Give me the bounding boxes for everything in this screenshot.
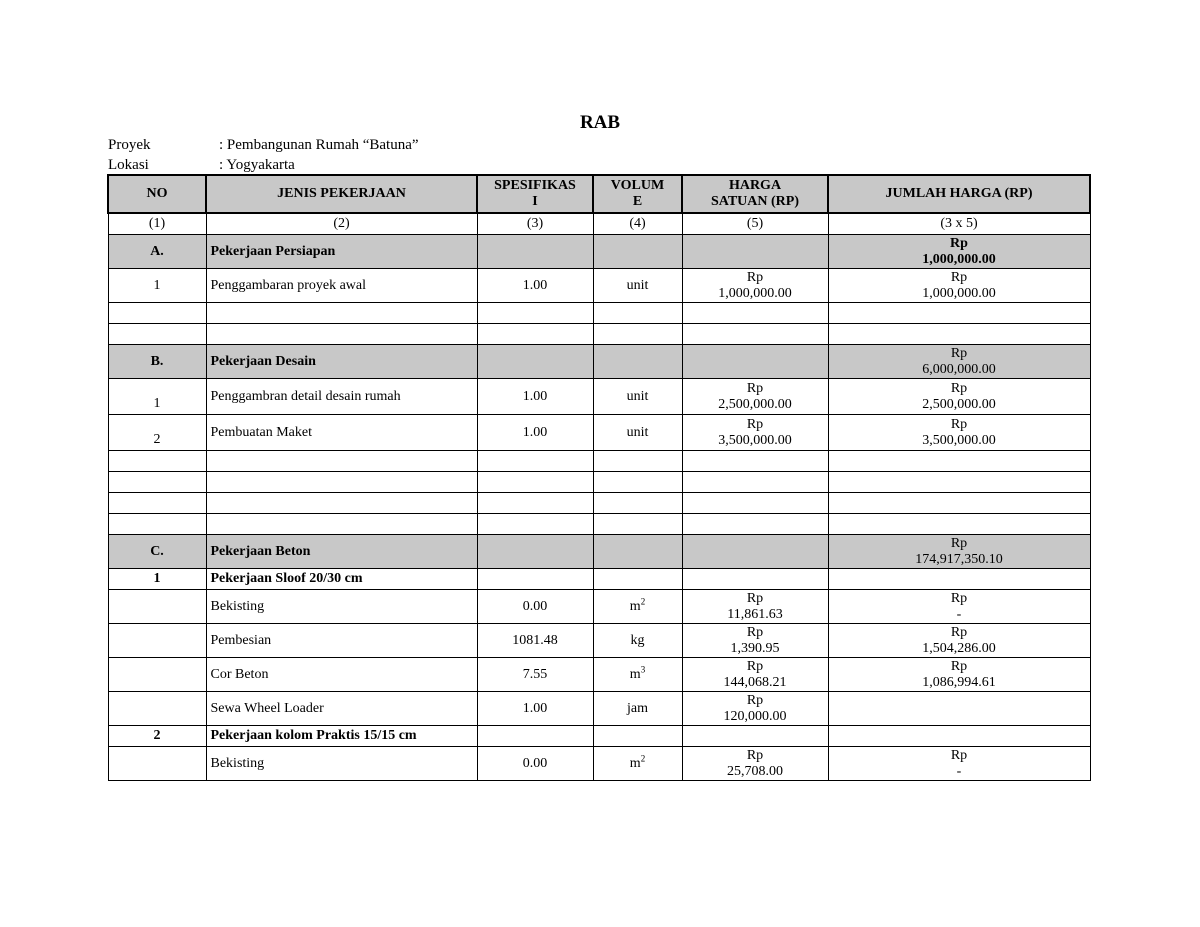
empty-row bbox=[108, 324, 1090, 345]
item-harga-satuan: Rp 120,000.00 bbox=[682, 692, 828, 726]
project-line bbox=[108, 136, 419, 155]
item-harga-satuan: Rp 25,708.00 bbox=[682, 747, 828, 781]
header-harga-satuan: HARGA SATUAN (RP) bbox=[682, 175, 828, 213]
item-no: 1 bbox=[108, 269, 206, 303]
document-title: RAB bbox=[579, 112, 621, 133]
table-row bbox=[108, 415, 1090, 451]
location-label: Lokasi bbox=[108, 157, 149, 173]
item-jenis: Pembuatan Maket bbox=[206, 415, 477, 451]
empty-row bbox=[108, 451, 1090, 472]
item-jumlah-harga bbox=[828, 692, 1090, 726]
header-volume: VOLUM E bbox=[593, 175, 682, 213]
item-jenis: Pembesian bbox=[206, 624, 477, 658]
header-jumlah-harga: JUMLAH HARGA (RP) bbox=[828, 175, 1090, 213]
item-volume: jam bbox=[593, 692, 682, 726]
column-number: (1) bbox=[108, 213, 206, 235]
item-spesifikasi: 1.00 bbox=[477, 379, 593, 415]
item-spesifikasi: 1.00 bbox=[477, 269, 593, 303]
header-row bbox=[108, 175, 1090, 213]
section-no: C. bbox=[108, 535, 206, 569]
item-jumlah-harga: Rp 1,086,994.61 bbox=[828, 658, 1090, 692]
item-no: 2 bbox=[108, 415, 206, 451]
section-no: B. bbox=[108, 345, 206, 379]
section-title: Pekerjaan Desain bbox=[206, 345, 477, 379]
item-harga-satuan: Rp 1,390.95 bbox=[682, 624, 828, 658]
column-number: (4) bbox=[593, 213, 682, 235]
column-number: (5) bbox=[682, 213, 828, 235]
item-harga-satuan: Rp 2,500,000.00 bbox=[682, 379, 828, 415]
section-title: Pekerjaan Persiapan bbox=[206, 235, 477, 269]
table-row bbox=[108, 692, 1090, 726]
subsection-no: 2 bbox=[108, 726, 206, 747]
item-spesifikasi: 1.00 bbox=[477, 692, 593, 726]
section-no: A. bbox=[108, 235, 206, 269]
rab-table bbox=[107, 174, 1091, 781]
item-volume: kg bbox=[593, 624, 682, 658]
column-number: (3) bbox=[477, 213, 593, 235]
table-row bbox=[108, 658, 1090, 692]
location-value: : Yogyakarta bbox=[219, 157, 295, 173]
item-jenis: Sewa Wheel Loader bbox=[206, 692, 477, 726]
item-jenis: Cor Beton bbox=[206, 658, 477, 692]
subsection-title: Pekerjaan kolom Praktis 15/15 cm bbox=[206, 726, 477, 747]
empty-row bbox=[108, 303, 1090, 324]
item-spesifikasi: 1081.48 bbox=[477, 624, 593, 658]
item-jumlah-harga: Rp 2,500,000.00 bbox=[828, 379, 1090, 415]
section-row bbox=[108, 345, 1090, 379]
table-row bbox=[108, 379, 1090, 415]
subsection-title: Pekerjaan Sloof 20/30 cm bbox=[206, 569, 477, 590]
empty-row bbox=[108, 493, 1090, 514]
table-row bbox=[108, 590, 1090, 624]
item-volume: unit bbox=[593, 379, 682, 415]
item-volume: $m^2$ bbox=[593, 590, 682, 624]
item-harga-satuan: Rp 144,068.21 bbox=[682, 658, 828, 692]
table-row bbox=[108, 624, 1090, 658]
section-total: Rp 174,917,350.10 bbox=[828, 535, 1090, 569]
item-volume: unit bbox=[593, 269, 682, 303]
column-number: (2) bbox=[206, 213, 477, 235]
section-total: Rp 6,000,000.00 bbox=[828, 345, 1090, 379]
subsection-row bbox=[108, 726, 1090, 747]
column-number-row bbox=[108, 213, 1090, 235]
item-jenis: Penggambaran proyek awal bbox=[206, 269, 477, 303]
subsection-no: 1 bbox=[108, 569, 206, 590]
item-spesifikasi: 7.55 bbox=[477, 658, 593, 692]
item-harga-satuan: Rp 11,861.63 bbox=[682, 590, 828, 624]
section-row bbox=[108, 235, 1090, 269]
item-jenis: Penggambran detail desain rumah bbox=[206, 379, 477, 415]
empty-row bbox=[108, 514, 1090, 535]
item-jenis: Bekisting bbox=[206, 747, 477, 781]
project-label: Proyek bbox=[108, 137, 151, 153]
column-number: (3 x 5) bbox=[828, 213, 1090, 235]
item-harga-satuan: Rp 1,000,000.00 bbox=[682, 269, 828, 303]
table-row bbox=[108, 747, 1090, 781]
item-spesifikasi: 0.00 bbox=[477, 747, 593, 781]
table-row bbox=[108, 269, 1090, 303]
header-spesifikasi: SPESIFIKAS I bbox=[477, 175, 593, 213]
subsection-row bbox=[108, 569, 1090, 590]
item-harga-satuan: Rp 3,500,000.00 bbox=[682, 415, 828, 451]
section-row bbox=[108, 535, 1090, 569]
header-no: NO bbox=[108, 175, 206, 213]
section-total: Rp 1,000,000.00 bbox=[828, 235, 1090, 269]
item-volume: $m^2$ bbox=[593, 747, 682, 781]
header-jenis-pekerjaan: JENIS PEKERJAAN bbox=[206, 175, 477, 213]
empty-row bbox=[108, 472, 1090, 493]
item-spesifikasi: 1.00 bbox=[477, 415, 593, 451]
location-line bbox=[108, 156, 295, 175]
item-jenis: Bekisting bbox=[206, 590, 477, 624]
item-jumlah-harga: Rp 3,500,000.00 bbox=[828, 415, 1090, 451]
item-spesifikasi: 0.00 bbox=[477, 590, 593, 624]
item-volume: unit bbox=[593, 415, 682, 451]
item-jumlah-harga: Rp 1,000,000.00 bbox=[828, 269, 1090, 303]
item-volume: $m^3$ bbox=[593, 658, 682, 692]
item-jumlah-harga: Rp - bbox=[828, 590, 1090, 624]
item-jumlah-harga: Rp - bbox=[828, 747, 1090, 781]
section-title: Pekerjaan Beton bbox=[206, 535, 477, 569]
item-no: 1 bbox=[108, 379, 206, 415]
item-jumlah-harga: Rp 1,504,286.00 bbox=[828, 624, 1090, 658]
project-value: : Pembangunan Rumah “Batuna” bbox=[219, 137, 419, 153]
